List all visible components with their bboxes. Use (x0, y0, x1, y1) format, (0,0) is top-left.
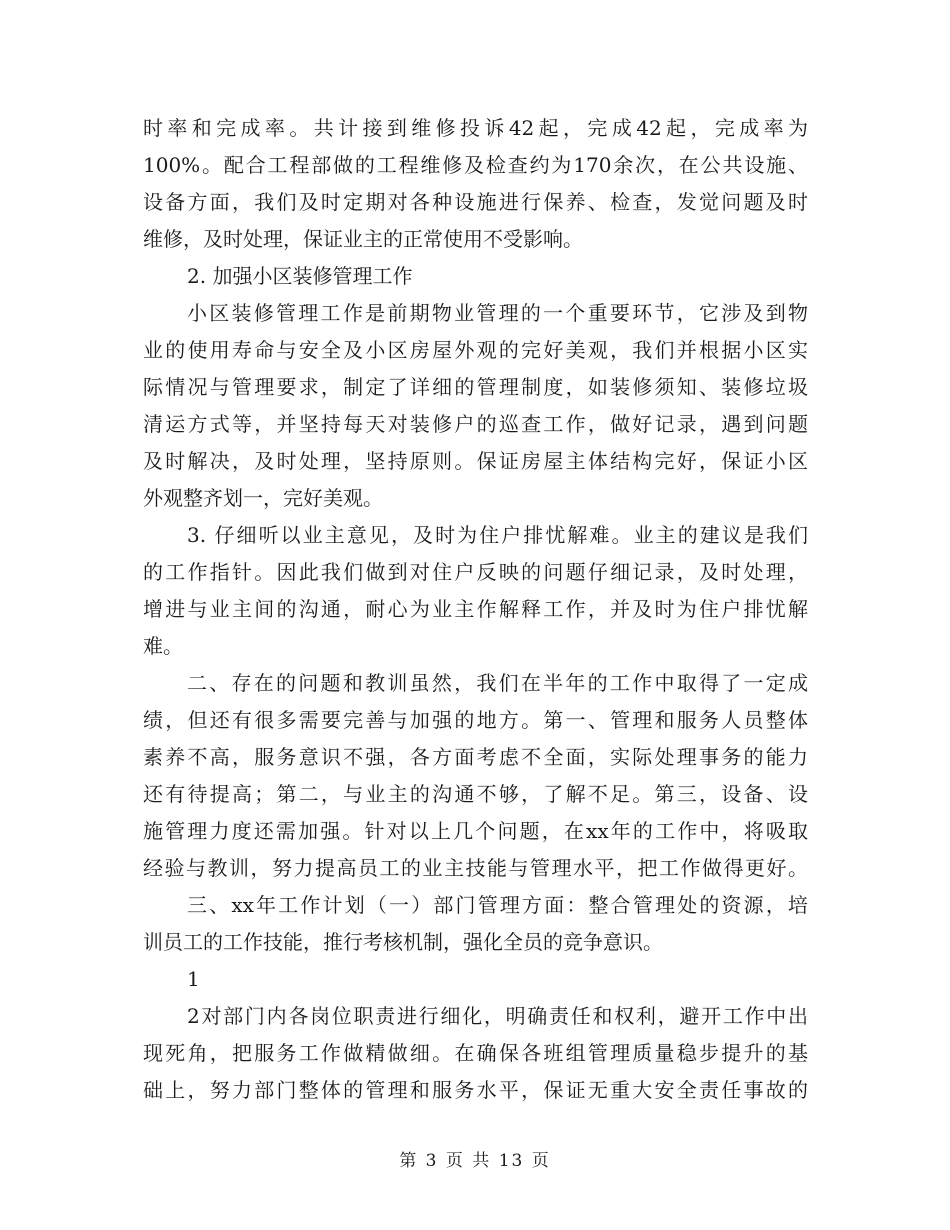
text-line: 现死角，把服务工作做精做细。在确保各班组管理质量稳步提升的基 (143, 1041, 808, 1065)
text-line: 还有待提高；第二，与业主的沟通不够，了解不足。第三，设备、设 (143, 782, 808, 806)
text-line: 清运方式等，并坚持每天对装修户的巡查工作，做好记录，遇到问题 (143, 412, 808, 436)
text-line: 二、存在的问题和教训虽然，我们在半年的工作中取得了一定成 (187, 671, 808, 695)
text-line: 际情况与管理要求，制定了详细的管理制度，如装修须知、装修垃圾 (143, 375, 808, 399)
text-line: 3. 仔细听以业主意见，及时为住户排忧解难。业主的建议是我们 (187, 523, 808, 547)
page-number-footer: 第 3 页 共 13 页 (399, 1151, 551, 1171)
text-line: 素养不高，服务意识不强，各方面考虑不全面，实际处理事务的能力 (143, 745, 808, 769)
section-heading: 2. 加强小区装修管理工作 (187, 264, 413, 288)
text-line: 业的使用寿命与安全及小区房屋外观的完好美观，我们并根据小区实 (143, 338, 808, 362)
text-line: 训员工的工作技能，推行考核机制，强化全员的竞争意识。 (143, 930, 663, 954)
text-line: 外观整齐划一，完好美观。 (143, 486, 383, 510)
text-line: 2对部门内各岗位职责进行细化，明确责任和权利，避开工作中出 (187, 1004, 808, 1028)
text-line: 施管理力度还需加强。针对以上几个问题，在xx年的工作中，将吸取 (143, 819, 808, 843)
text-line: 绩，但还有很多需要完善与加强的地方。第一、管理和服务人员整体 (143, 708, 808, 732)
text-line: 础上，努力部门整体的管理和服务水平，保证无重大安全责任事故的 (143, 1078, 808, 1102)
text-line: 维修，及时处理，保证业主的正常使用不受影响。 (143, 227, 583, 251)
text-line: 时率和完成率。共计接到维修投诉42起，完成42起，完成率为 (143, 116, 808, 140)
document-body (143, 110, 808, 1109)
text-line: 100%。配合工程部做的工程维修及检查约为170余次，在公共设施、 (143, 153, 808, 177)
text-line: 1 (187, 967, 200, 991)
text-line: 经验与教训，努力提高员工的业主技能与管理水平，把工作做得更好。 (143, 856, 808, 880)
text-line: 设备方面，我们及时定期对各种设施进行保养、检查，发觉问题及时 (143, 190, 808, 214)
text-line: 增进与业主间的沟通，耐心为业主作解释工作，并及时为住户排忧解 (143, 597, 808, 621)
text-line: 三、xx年工作计划（一）部门管理方面：整合管理处的资源，培 (187, 893, 808, 917)
text-line: 及时解决，及时处理，坚持原则。保证房屋主体结构完好，保证小区 (143, 449, 808, 473)
text-line: 难。 (143, 634, 183, 658)
text-line: 小区装修管理工作是前期物业管理的一个重要环节，它涉及到物 (187, 301, 808, 325)
text-line: 的工作指针。因此我们做到对住户反映的问题仔细记录，及时处理， (143, 560, 808, 584)
